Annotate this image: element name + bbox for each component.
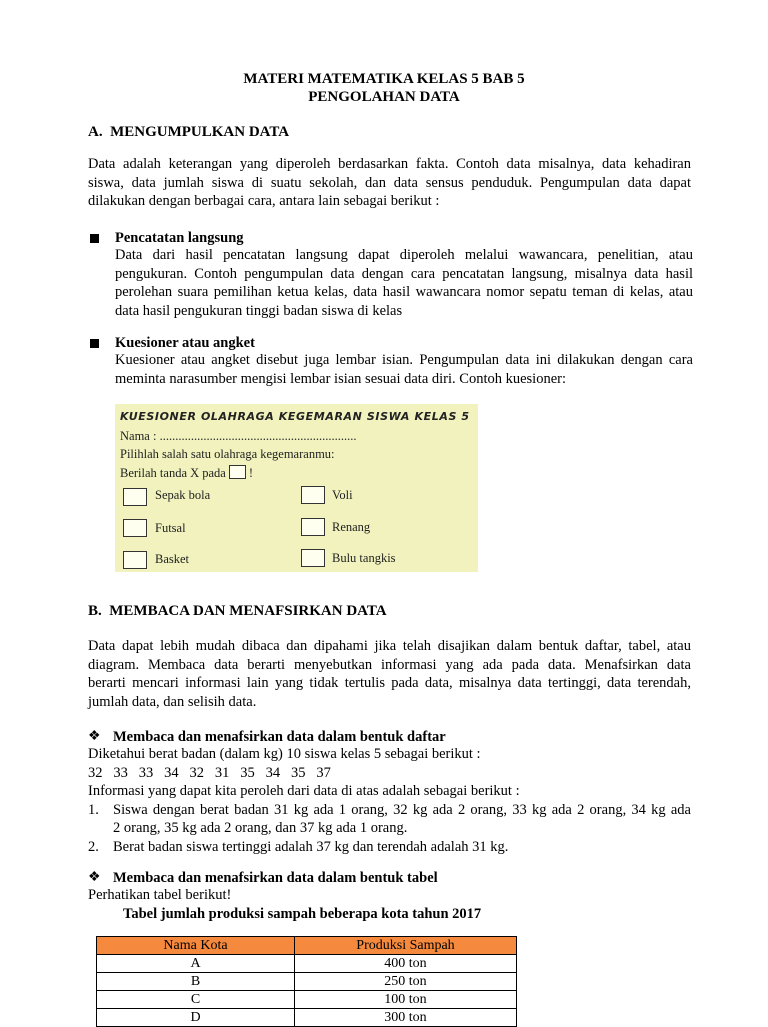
subsection-daftar (88, 728, 691, 857)
paragraph-line: dilakukan dengan berbagai cara, antara lain sebagai berikut : (88, 193, 440, 209)
table-caption: Tabel jumlah produksi sampah beberapa kota tahun 2017 (123, 906, 482, 922)
section-b-heading: B. MEMBACA DAN MENAFSIRKAN DATA (88, 603, 387, 619)
subsection-title-row (88, 728, 691, 746)
paragraph-line: data hasil pengukuran tinggi badan siswa di kelas (115, 302, 403, 319)
subsection-title: Membaca dan menafsirkan data dalam bentuk tabel (113, 870, 438, 886)
paragraph-line: diagram. Membaca data berarti menyebutkan informasi yang ada pada data. Menafsirkan data (88, 656, 691, 673)
questionnaire-mark-instruction (120, 465, 253, 481)
subsection-title-row (88, 869, 691, 887)
diamond-bullet-icon: ❖ (88, 729, 101, 744)
mark-text-after: ! (248, 466, 254, 480)
bullet-title: Kuesioner atau angket (115, 335, 255, 351)
checkbox-sepak-bola (123, 488, 147, 506)
section-b-intro (88, 638, 691, 712)
table-cell: 400 ton (295, 955, 517, 973)
table-cell: A (97, 955, 295, 973)
title-line-1: MATERI MATEMATIKA KELAS 5 BAB 5 (243, 71, 525, 87)
paragraph-line: meminta narasumber mengisi lembar isian sesuai data diri. Contoh kuesioner: (115, 370, 567, 387)
paragraph-line: Data adalah keterangan yang diperoleh berdasarkan fakta. Contoh data misalnya, data kehadiran (88, 156, 691, 172)
section-a-intro (88, 156, 691, 212)
bullet-pencatatan (90, 229, 693, 321)
bullet-kuesioner (90, 334, 693, 389)
questionnaire-name-line: Nama : ............................................................... (120, 429, 357, 443)
paragraph-line: berarti mencari informasi lain yang tidak tertulis pada data, misalnya data tertinggi, data terendah, (88, 675, 691, 691)
list-item (88, 839, 691, 858)
table-cell: B (97, 973, 295, 991)
column-header: Nama Kota (97, 937, 295, 955)
paragraph-line: siswa, data jumlah siswa di suatu sekolah, dan data sensus penduduk. Pengumpulan data dapat (88, 174, 691, 191)
checkbox-sample-icon (229, 465, 246, 479)
checkbox-voli (301, 486, 325, 504)
table-cell: 250 ton (295, 973, 517, 991)
subsection-tabel (88, 869, 691, 906)
table-row (97, 991, 517, 1009)
paragraph-line: Diketahui berat badan (dalam kg) 10 siswa kelas 5 sebagai berikut : (88, 746, 481, 762)
checkbox-renang (301, 518, 325, 536)
document-title (0, 70, 768, 106)
questionnaire-instruction: Pilihlah salah satu olahraga kegemaranmu: (120, 447, 335, 461)
title-line-2: PENGOLAHAN DATA (308, 89, 460, 105)
option-label: Voli (332, 488, 353, 502)
list-number: 1. (88, 801, 99, 818)
section-a-heading: A. MENGUMPULKAN DATA (88, 124, 290, 140)
paragraph-line: 2 orang, 35 kg ada 2 orang, dan 37 kg ada 1 orang. (113, 820, 408, 836)
paragraph-line: Kuesioner atau angket disebut juga lembar isian. Pengumpulan data ini dilakukan dengan cara (115, 352, 693, 368)
table-row (97, 973, 517, 991)
option-label: Bulu tangkis (332, 551, 396, 565)
paragraph-line: Data dari hasil pencatatan langsung dapat diperoleh melalui wawancara, penelitian, atau (115, 247, 693, 263)
table-row (97, 955, 517, 973)
paragraph-line: Data dapat lebih mudah dibaca dan dipahami jika telah disajikan dalam bentuk daftar, tabel, atau (88, 638, 691, 654)
table-cell: 300 ton (295, 1009, 517, 1027)
list-item (88, 802, 691, 839)
paragraph-line: Perhatikan tabel berikut! (88, 887, 232, 903)
table-cell: 100 ton (295, 991, 517, 1009)
diamond-bullet-icon: ❖ (88, 870, 101, 885)
paragraph-line: perolehan suara pemilihan ketua kelas, data hasil wawancara nomor sepatu teman di kelas, atau (115, 284, 693, 300)
square-bullet-icon (90, 234, 99, 243)
paragraph-line: Berat badan siswa tertinggi adalah 37 kg dan terendah adalah 31 kg. (113, 838, 509, 855)
paragraph-line: Siswa dengan berat badan 31 kg ada 1 orang, 32 kg ada 2 orang, 33 kg ada 2 orang, 34 kg ada (113, 801, 691, 818)
subsection-title: Membaca dan menafsirkan data dalam bentuk daftar (113, 729, 446, 745)
paragraph-line: jumlah data, dan selisih data. (88, 693, 257, 710)
table-cell: C (97, 991, 295, 1009)
option-label: Futsal (155, 521, 186, 535)
table-header-row (97, 937, 517, 955)
garbage-production-table (96, 936, 517, 1027)
column-header: Produksi Sampah (295, 937, 517, 955)
square-bullet-icon (90, 339, 99, 348)
list-number: 2. (88, 838, 99, 855)
mark-text-before: Berilah tanda X pada (120, 466, 226, 480)
weight-values: 32 33 33 34 32 31 35 34 35 37 (88, 764, 331, 781)
option-label: Sepak bola (155, 488, 211, 502)
checkbox-bulu-tangkis (301, 549, 325, 567)
questionnaire-example (115, 404, 478, 572)
paragraph-line: pengukuran. Contoh pengumpulan data dengan cara pencatatan langsung, misalnya data hasil (115, 265, 693, 282)
table-cell: D (97, 1009, 295, 1027)
checkbox-futsal (123, 519, 147, 537)
bullet-title: Pencatatan langsung (115, 230, 244, 246)
questionnaire-title: KUESIONER OLAHRAGA KEGEMARAN SISWA KELAS 5 (120, 410, 470, 423)
checkbox-basket (123, 551, 147, 569)
option-label: Renang (332, 520, 371, 534)
paragraph-line: Informasi yang dapat kita peroleh dari data di atas adalah sebagai berikut : (88, 783, 520, 799)
option-label: Basket (155, 552, 190, 566)
